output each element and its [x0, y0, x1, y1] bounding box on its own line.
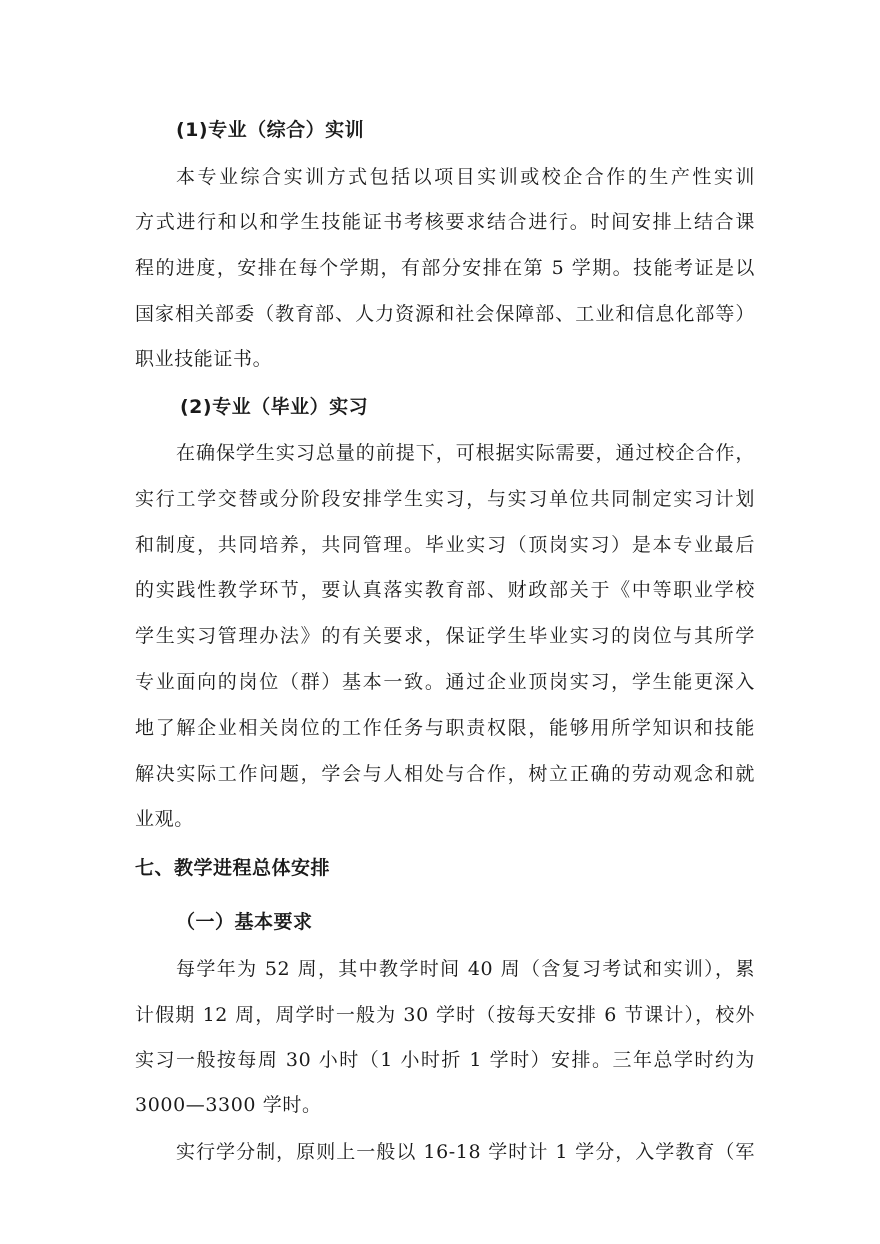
- paragraph-line: 学生实习管理办法》的有关要求，保证学生毕业实习的岗位与其所学: [135, 625, 755, 647]
- paragraph-line: 程的进度，安排在每个学期，有部分安排在第 5 学期。技能考证是以: [135, 257, 755, 279]
- paragraph-line: 实行工学交替或分阶段安排学生实习，与实习单位共同制定实习计划: [135, 488, 755, 510]
- paragraph-line: 3000—3300 学时。: [135, 1094, 322, 1116]
- paragraph-line: 和制度，共同培养，共同管理。毕业实习（顶岗实习）是本专业最后: [135, 534, 755, 556]
- paragraph-line: 国家相关部委（教育部、人力资源和社会保障部、工业和信息化部等）: [135, 303, 755, 325]
- paragraph-line: 实习一般按每周 30 小时（1 小时折 1 学时）安排。三年总学时约为: [135, 1049, 755, 1071]
- paragraph-line: 的实践性教学环节，要认真落实教育部、财政部关于《中等职业学校: [135, 579, 755, 601]
- paragraph-line: 方式进行和以和学生技能证书考核要求结合进行。时间安排上结合课: [135, 211, 755, 233]
- paragraph-line: 本专业综合实训方式包括以项目实训或校企合作的生产性实训: [176, 166, 755, 188]
- paragraph-line: 实行学分制，原则上一般以 16-18 学时计 1 学分，入学教育（军: [176, 1141, 755, 1163]
- paragraph-line: 在确保学生实习总量的前提下，可根据实际需要，通过校企合作，: [176, 442, 755, 464]
- paragraph-line: 业观。: [135, 808, 194, 830]
- section-heading-professional-training: (1)专业（综合）实训: [176, 119, 365, 141]
- paragraph-line: 计假期 12 周，周学时一般为 30 学时（按每天安排 6 节课计），校外: [135, 1004, 755, 1026]
- section-heading-graduation-internship: (2)专业（毕业）实习: [180, 396, 369, 418]
- section-heading-teaching-schedule: 七、教学进程总体安排: [135, 857, 331, 879]
- paragraph-line: 地了解企业相关岗位的工作任务与职责权限，能够用所学知识和技能: [135, 717, 755, 739]
- paragraph-line: 职业技能证书。: [135, 348, 273, 370]
- paragraph-line: 每学年为 52 周，其中教学时间 40 周（含复习考试和实训），累: [176, 958, 755, 980]
- sub-heading-basic-requirements: （一）基本要求: [176, 911, 313, 933]
- paragraph-line: 专业面向的岗位（群）基本一致。通过企业顶岗实习，学生能更深入: [135, 671, 755, 693]
- paragraph-line: 解决实际工作问题，学会与人相处与合作，树立正确的劳动观念和就: [135, 763, 755, 785]
